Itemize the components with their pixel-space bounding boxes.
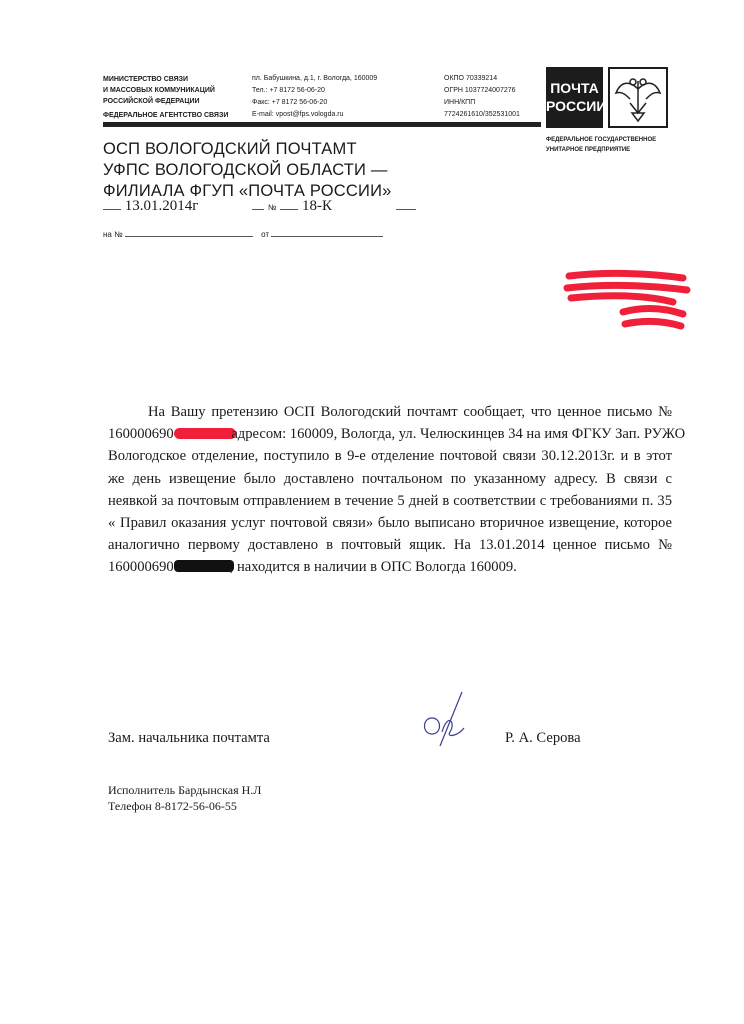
ogrn: ОГРН 1037724007276 bbox=[444, 87, 516, 94]
reference-line bbox=[103, 230, 383, 239]
sender-line: УФПС ВОЛОГОДСКОЙ ОБЛАСТИ — bbox=[103, 161, 388, 179]
ministry-line: РОССИЙСКОЙ ФЕДЕРАЦИИ bbox=[103, 98, 200, 105]
outgoing-number: 18-К bbox=[302, 198, 332, 214]
body-line: аналогично первому доставлено в почтовый ящик. На 13.01.2014 ценное письмо № bbox=[108, 537, 672, 553]
email: E-mail: vpost@fps.vologda.ru bbox=[252, 111, 344, 118]
redaction-mark bbox=[174, 428, 236, 439]
header-divider bbox=[103, 122, 541, 127]
logo-text: РОССИИ bbox=[546, 98, 607, 114]
executor-phone: Телефон 8-8172-56-06-55 bbox=[108, 799, 237, 813]
body-line: неявкой за почтовым отправлением в течение 5 дней в соответствии с требованиями п. 35 bbox=[108, 493, 672, 509]
outgoing-line bbox=[103, 198, 416, 215]
codes-block bbox=[444, 73, 520, 121]
ref-date-label: от bbox=[261, 230, 270, 239]
enterprise-line: УНИТАРНОЕ ПРЕДПРИЯТИЕ bbox=[546, 147, 631, 153]
signatory-position: Зам. начальника почтамта bbox=[108, 730, 270, 746]
tracking-prefix: 160000690 bbox=[108, 426, 174, 442]
agency-name: ФЕДЕРАЛЬНОЕ АГЕНТСТВО СВЯЗИ bbox=[103, 112, 229, 119]
sender-name bbox=[103, 139, 392, 202]
number-label: № bbox=[267, 203, 277, 212]
executor-name: Исполнитель Бардынская Н.Л bbox=[108, 783, 262, 797]
signatory-name: Р. А. Серова bbox=[505, 730, 581, 746]
ministry-name bbox=[103, 74, 228, 121]
ministry-line: МИНИСТЕРСТВО СВЯЗИ bbox=[103, 76, 189, 83]
ministry-line: И МАССОВЫХ КОММУНИКАЦИЙ bbox=[103, 87, 215, 94]
handwritten-signature bbox=[412, 688, 472, 753]
inn-kpp: 7724261610/352531001 bbox=[444, 111, 520, 118]
body-line: Вологодское отделение, поступило в 9-е отделение почтовой связи 30.12.2013г. и в этот bbox=[108, 448, 672, 464]
redaction-mark bbox=[174, 560, 234, 572]
enterprise-type bbox=[546, 135, 656, 155]
contacts-block bbox=[252, 73, 377, 121]
sender-line: ФИЛИАЛА ФГУП «ПОЧТА РОССИИ» bbox=[103, 182, 392, 200]
body-line-text: , находится в наличии в ОПС Вологда 160009. bbox=[229, 559, 517, 575]
redacted-address-scribble bbox=[563, 268, 693, 338]
outgoing-date: 13.01.2014г bbox=[124, 198, 199, 214]
tracking-prefix: 160000690 bbox=[108, 559, 174, 575]
body-line: же день извещение было доставлено почтальоном по указанному адресу. В связи с bbox=[108, 471, 672, 487]
fax: Факс: +7 8172 56-06-20 bbox=[252, 99, 328, 106]
address: пл. Бабушкина, д.1, г. Вологда, 160009 bbox=[252, 75, 378, 82]
pochta-rossii-logo bbox=[546, 67, 607, 128]
ref-number-label: на № bbox=[103, 230, 123, 239]
okpo: ОКПО 70339214 bbox=[444, 75, 498, 82]
phone: Тел.: +7 8172 56-06-20 bbox=[252, 87, 325, 94]
body-line bbox=[108, 559, 672, 576]
enterprise-line: ФЕДЕРАЛЬНОЕ ГОСУДАРСТВЕННОЕ bbox=[546, 137, 657, 143]
inn-kpp-label: ИНН/КПП bbox=[444, 99, 476, 106]
body-line: « Правил оказания услуг почтовой связи» было выписано вторичное извещение, которое bbox=[108, 515, 672, 531]
eagle-emblem-icon bbox=[608, 67, 668, 128]
executor-block bbox=[108, 782, 261, 814]
sender-line: ОСП ВОЛОГОДСКИЙ ПОЧТАМТ bbox=[103, 140, 357, 158]
body-line bbox=[108, 426, 686, 443]
body-line: На Вашу претензию ОСП Вологодский почтамт сообщает, что ценное письмо № bbox=[148, 404, 672, 420]
logo-text: ПОЧТА bbox=[550, 80, 599, 96]
body-line-text: адресом: 160009, Вологда, ул. Челюскинцев 34 на имя ФГКУ Зап. РУЖО bbox=[231, 426, 686, 442]
